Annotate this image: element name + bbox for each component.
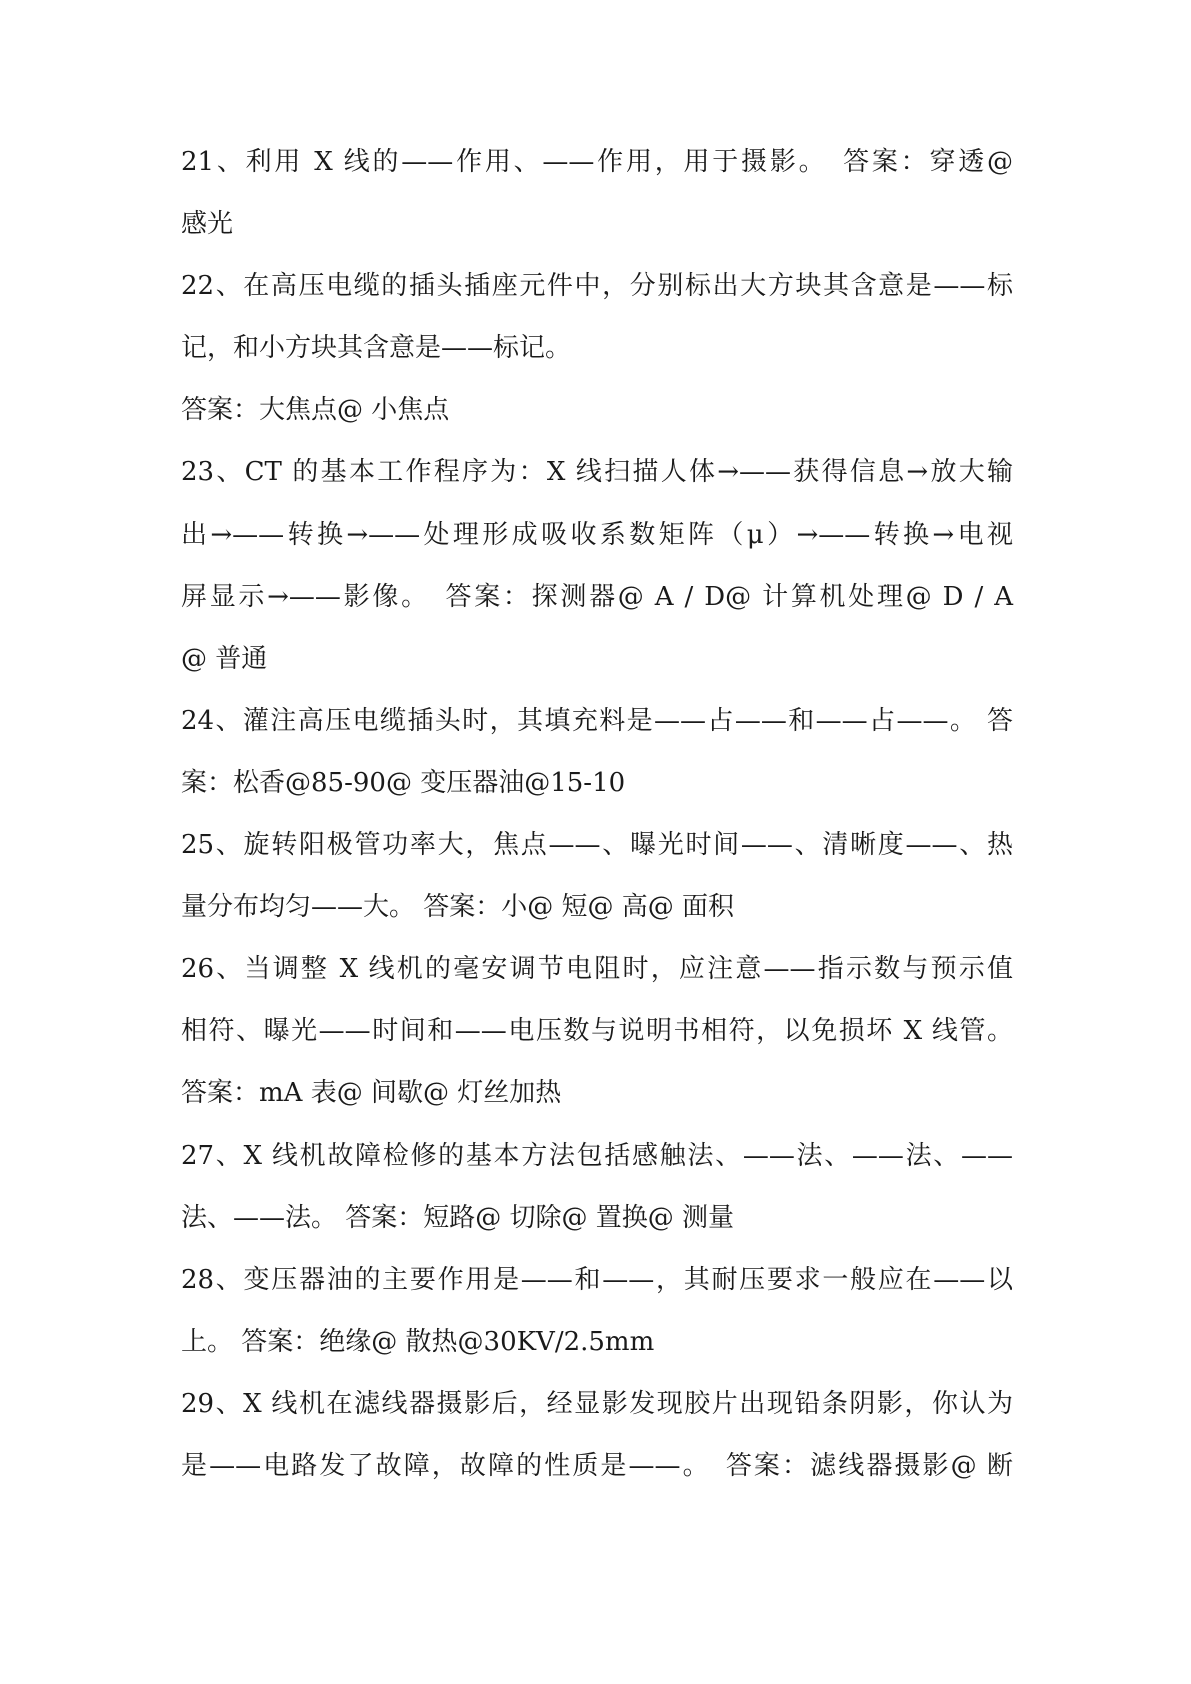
question-27-line-2: 法、——法。 答案：短路@ 切除@ 置换@ 测量: [181, 1202, 735, 1233]
question-22-answer: 答案：大焦点@ 小焦点: [181, 395, 450, 426]
question-24-line-2: 案：松香@85-90@ 变压器油@15-10: [181, 767, 626, 798]
question-23-line-4: @ 普通: [181, 643, 268, 674]
question-28-line-2: 上。 答案：绝缘@ 散热@30KV/2.5mm: [181, 1326, 655, 1357]
question-26-line-2: 相符、曝光——时间和——电压数与说明书相符，以免损坏 X 线管。: [181, 1016, 1013, 1047]
question-25-line-1: 25、旋转阳极管功率大，焦点——、曝光时间——、清晰度——、热: [181, 830, 1013, 861]
question-23-line-2: 出→——转换→——处理形成吸收系数矩阵（μ）→——转换→电视: [181, 519, 1013, 550]
question-26-line-1: 26、当调整 X 线机的毫安调节电阻时，应注意——指示数与预示值: [181, 954, 1013, 985]
question-24-line-1: 24、灌注高压电缆插头时，其填充料是——占——和——占——。 答: [181, 705, 1013, 736]
question-21-line-2: 感光: [181, 209, 234, 240]
question-28-line-1: 28、变压器油的主要作用是——和——，其耐压要求一般应在——以: [181, 1264, 1013, 1295]
question-27-line-1: 27、X 线机故障检修的基本方法包括感触法、——法、——法、——: [181, 1140, 1013, 1171]
question-22-line-1: 22、在高压电缆的插头插座元件中，分别标出大方块其含意是——标: [181, 271, 1013, 302]
question-26-answer: 答案：mA 表@ 间歇@ 灯丝加热: [181, 1078, 562, 1109]
question-25-line-2: 量分布均匀——大。 答案：小@ 短@ 高@ 面积: [181, 892, 735, 923]
question-22-line-2: 记，和小方块其含意是——标记。: [181, 333, 572, 364]
question-21-line-1: 21、利用 X 线的——作用、——作用，用于摄影。 答案：穿透@: [181, 147, 1013, 177]
question-29-line-2: 是——电路发了故障，故障的性质是——。 答案：滤线器摄影@ 断: [181, 1450, 1013, 1481]
question-23-line-3: 屏显示→——影像。 答案：探测器@ A / D@ 计算机处理@ D / A: [181, 581, 1013, 612]
question-29-line-1: 29、X 线机在滤线器摄影后，经显影发现胶片出现铅条阴影，你认为: [181, 1388, 1013, 1419]
question-23-line-1: 23、CT 的基本工作程序为：X 线扫描人体→——获得信息→放大输: [181, 457, 1013, 488]
document-text: [181, 146, 1013, 1512]
